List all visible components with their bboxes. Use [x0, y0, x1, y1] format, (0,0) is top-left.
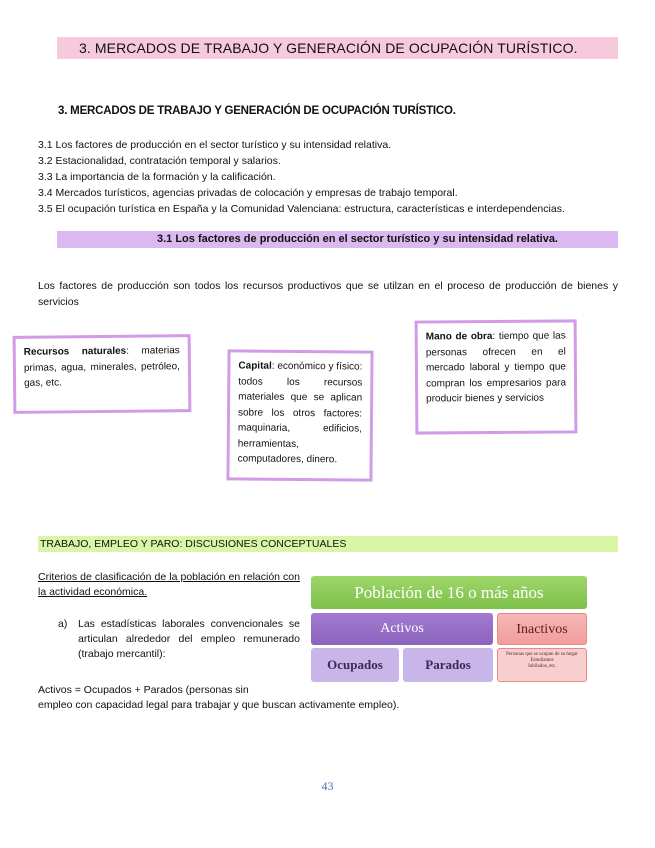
capital-term: Capital [238, 360, 272, 372]
diagram-inactive-note [497, 648, 587, 682]
page-header-banner [57, 37, 618, 59]
diagram-active-box: Activos [311, 613, 493, 645]
page-header-title: 3. MERCADOS DE TRABAJO Y GENERACIÓN DE OCUPACIÓN TURÍSTICO. [79, 40, 578, 56]
inactive-note-line: Personas que se ocupan de su hogar [506, 652, 578, 657]
diagram-unemployed-box: Parados [403, 648, 493, 682]
subsection-title: 3.1 Los factores de producción en el sector turístico y su intensidad relativa. [156, 233, 558, 245]
work-section-banner [38, 536, 618, 552]
list-item-a [58, 617, 300, 662]
list-item-text: Las estadísticas laborales convencionales se articulan alrededor del empleo remunerado (trabajo mercantil): [78, 618, 300, 660]
diagram-population-box: Población de 16 o más años [311, 576, 587, 609]
natural-resources-box [13, 334, 192, 414]
toc-item: 3.1 Los factores de producción en el sector turístico y su intensidad relativa. [38, 139, 392, 151]
page-number: 43 [321, 779, 334, 793]
capital-box [226, 349, 373, 481]
criteria-text: Criterios de clasificación de la población en relación con la actividad económica. [38, 571, 300, 598]
labor-box [415, 319, 578, 434]
table-of-contents [38, 137, 565, 217]
toc-item: 3.5 El ocupación turística en España y la Comunidad Valenciana: estructura, características e interdependencias. [38, 203, 565, 215]
intro-paragraph: Los factores de producción son todos los recursos productivos que se utilzan en el proceso de producción de bienes y servicios [38, 280, 618, 308]
toc-item: 3.4 Mercados turísticos, agencias privadas de colocación y empresas de trabajo temporal. [38, 187, 458, 199]
diagram-inactive-box: Inactivos [497, 613, 587, 645]
subsection-banner [57, 231, 618, 248]
inactive-note-line: Estudiantes [530, 658, 554, 663]
work-section-title: TRABAJO, EMPLEO Y PARO: DISCUSIONES CONCEPTUALES [40, 538, 347, 550]
toc-item: 3.3 La importancia de la formación y la calificación. [38, 171, 276, 183]
toc-item: 3.2 Estacionalidad, contratación temporal y salarios. [38, 155, 281, 167]
list-item-marker: a) [58, 618, 68, 630]
capital-text: : económico y físico: todos los recursos materiales que se aplican sobre los otros factores: maquinaria, edificios, herramientas, computadores, dinero. [237, 360, 363, 466]
labor-term: Mano de obra [425, 331, 493, 343]
actives-definition-line2: empleo con capacidad legal para trabajar y que buscan activamente empleo). [38, 699, 400, 711]
inactive-note-line: Jubilados, etc. [527, 664, 557, 669]
labor-text: : tiempo que las personas ofrecen en el mercado laboral y tiempo que compran los empresarios para producir bienes y servicios [425, 330, 567, 405]
natural-resources-text: : materias primas, agua, minerales, petróleo, gas, etc. [23, 345, 180, 389]
section-heading: 3. MERCADOS DE TRABAJO Y GENERACIÓN DE OCUPACIÓN TURÍSTICO. [58, 105, 456, 117]
diagram-employed-box: Ocupados [311, 648, 399, 682]
natural-resources-term: Recursos naturales [23, 345, 127, 358]
actives-definition-line1: Activos = Ocupados + Parados (personas sin [38, 684, 249, 696]
